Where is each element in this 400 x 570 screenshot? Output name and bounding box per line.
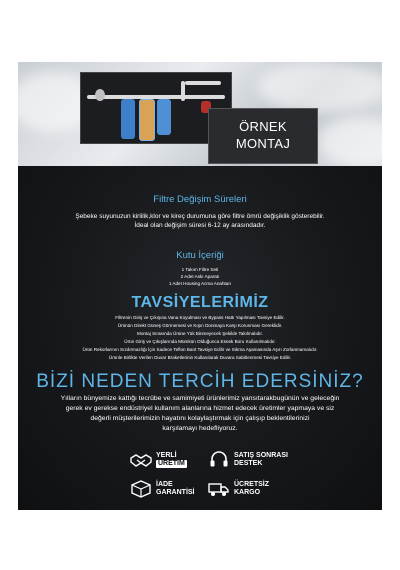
why-us-title: BİZİ NEDEN TERCİH EDERSİNİZ? — [36, 371, 364, 392]
box-item: 2 Adet Askı Aparatı — [180, 274, 220, 279]
support-line-1: SATIŞ SONRASI — [234, 452, 288, 459]
return-line-1: İADE — [156, 481, 173, 488]
free-shipping-badge — [208, 480, 269, 498]
recommendation-item: Ürün Rekorlarının Sızdırmazlığı İçin Sadece Teflon Bant Tavsiye Edilir ve Sıkma Aşamasında Aşırı Zorlanmamalıdır. — [82, 347, 318, 352]
shipping-line-2: KARGO — [234, 489, 261, 496]
local-production-badge — [130, 451, 187, 469]
why-us-line: gerek ev gerekse endüstriyel kullanım alanlarına hizmet edecek üretimler yapmaya ve siz — [65, 405, 335, 412]
headset-icon — [208, 451, 230, 469]
hero-banner — [18, 62, 382, 166]
sample-installation-label — [208, 108, 318, 164]
support-line-2: DESTEK — [234, 460, 263, 467]
after-sales-support-badge — [208, 451, 288, 469]
why-us-line: Yılların bünyemize kattığı tecrübe ve samimiyeti ürünlerimiz yansıtarakbugünün ve geleceğin — [60, 395, 340, 402]
label-line-1: ÖRNEK — [239, 119, 287, 134]
return-guarantee-badge — [130, 480, 195, 498]
filter-change-title: Filtre Değişim Süreleri — [153, 194, 247, 205]
local-line-2: ÜRETİM — [158, 460, 185, 467]
filter-change-line: Şebeke suyunuzun kirlilik,klor ve kireç durumuna göre filtre ömrü değişiklik gösterebilir. — [75, 213, 325, 220]
return-line-2: GARANTİSİ — [156, 489, 195, 496]
recommendation-item: Montaj Sırasında Ürüne Yük Binmeyecek Şekilde Takılmalıdır. — [137, 331, 263, 336]
box-contents-title: Kutu İçeriği — [176, 250, 224, 261]
local-line-1: YERLİ — [156, 452, 177, 459]
why-us-line: karşılamayı hedefliyoruz. — [162, 425, 238, 432]
why-us-line: değerli müşterilerimizin hayatını kolaylaştırmak için çalışıp beklentilerinizi — [90, 415, 310, 422]
box-item: 1 Adet Housing Acma Anahtarı — [168, 281, 232, 286]
recommendation-item: Ürün Giriş ve Çıkışlarında Mümkün Olduğunca Esnek Boru Kullanılmalıdır. — [124, 339, 276, 344]
label-line-2: MONTAJ — [235, 136, 291, 151]
info-content — [18, 166, 382, 510]
filter-change-line: İdeal olan değişim süresi 6-12 ay arasındadır. — [134, 222, 266, 229]
box-item: 1 Takım Filtre Seti — [181, 267, 219, 272]
recommendations-title: TAVSİYELERİMİZ — [131, 294, 269, 311]
box-icon — [130, 480, 152, 498]
product-info-card — [18, 62, 382, 510]
recommendation-item: Ürünün Direkt Güneş Görmemesi ve Kışın Donmaya Karşı Korunması Gereklidir. — [117, 323, 283, 328]
shipping-line-1: ÜCRETSİZ — [234, 481, 269, 488]
recommendation-item: Filtrenin Giriş ve Çıkışına Vana Koyulması ve Bypass Hattı Yapılması Tavsiye Edilir. — [115, 315, 285, 320]
truck-icon — [208, 480, 230, 498]
recommendation-item: Ürünle Birlikte Verilen Duvar Braketlerinin Kullanılarak Duvara Sabitlenmesi Tavsiye Edilir. — [108, 355, 292, 360]
handshake-icon — [130, 451, 152, 469]
